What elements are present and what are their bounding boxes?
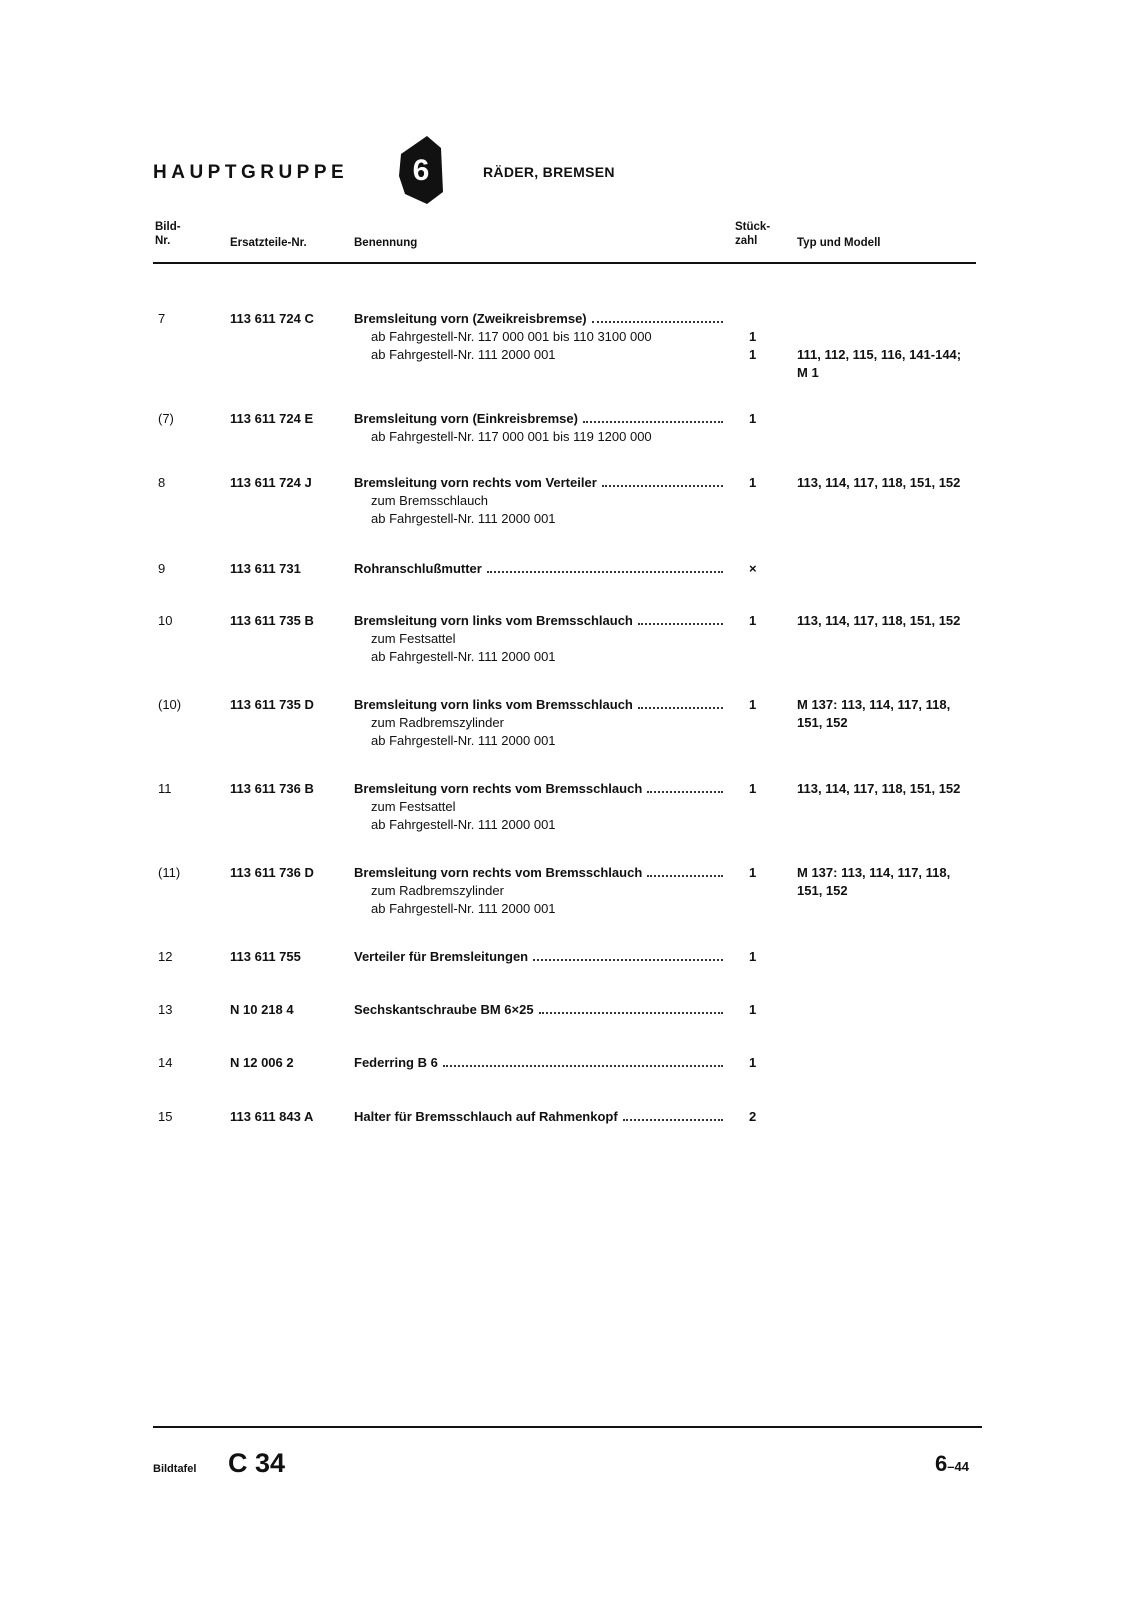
benennung (354, 864, 726, 918)
typ-modell (797, 780, 997, 798)
stueckzahl (749, 612, 769, 630)
benennung (354, 410, 726, 446)
ersatzteil-nr: 113 611 735 B (230, 613, 314, 628)
stueckzahl-value: 1 (749, 1055, 757, 1070)
stueckzahl (749, 560, 769, 578)
stueckzahl-value: 1 (749, 781, 757, 796)
col-stueck-line1: Stück- (735, 221, 771, 233)
group-number-badge (397, 136, 445, 204)
col-bild-line2: Nr. (155, 235, 171, 247)
col-ersatzteil-header: Ersatzteile-Nr. (230, 237, 307, 249)
benennung (354, 612, 726, 666)
group-name: RÄDER, BREMSEN (483, 164, 615, 180)
stueckzahl-value: 1 (749, 329, 757, 344)
benennung-text: Bremsleitung vorn links vom Bremsschlauch (354, 613, 633, 628)
bild-nr: (7) (158, 411, 174, 426)
main-group-title: HAUPTGRUPPE (153, 162, 349, 183)
benennung-text: Bremsleitung vorn links vom Bremsschlauch (354, 697, 633, 712)
col-stueckzahl-header (735, 220, 770, 248)
benennung-text: Bremsleitung vorn (Einkreisbremse) (354, 411, 578, 426)
benennung-subline: ab Fahrgestell-Nr. 111 2000 001 (371, 347, 556, 362)
benennung-subline: zum Festsattel (371, 631, 456, 646)
bild-nr: 9 (158, 561, 166, 576)
col-benennung-header: Benennung (354, 237, 418, 249)
page-sub: –44 (947, 1459, 969, 1474)
stueckzahl-value: 1 (749, 865, 757, 880)
benennung-subline: zum Radbremszylinder (371, 883, 504, 898)
ersatzteil-nr: 113 611 735 D (230, 697, 314, 712)
col-bild-header (155, 220, 181, 248)
stueckzahl-value: 1 (749, 411, 757, 426)
page-main: 6 (935, 1451, 948, 1476)
ersatzteil-nr: 113 611 843 A (230, 1109, 314, 1124)
benennung (354, 1001, 726, 1019)
benennung-subline: ab Fahrgestell-Nr. 111 2000 001 (371, 733, 556, 748)
benennung-subline: zum Radbremszylinder (371, 715, 504, 730)
dot-leader (592, 310, 723, 323)
typ-modell-line: M 137: 113, 114, 117, 118, (797, 697, 951, 712)
benennung (354, 474, 726, 528)
typ-modell-line: 113, 114, 117, 118, 151, 152 (797, 613, 961, 628)
benennung-line (354, 1054, 726, 1072)
benennung-text: Bremsleitung vorn rechts vom Verteiler (354, 475, 597, 490)
benennung-text: Rohranschlußmutter (354, 561, 482, 576)
benennung-text: Halter für Bremsschlauch auf Rahmenkopf (354, 1109, 618, 1124)
typ-modell (797, 310, 997, 382)
page-header (153, 134, 973, 206)
footer-plate-number: C 34 (228, 1448, 286, 1478)
dot-leader (602, 474, 723, 487)
stueckzahl-value: 2 (749, 1109, 757, 1124)
bild-nr: 10 (158, 613, 173, 628)
ersatzteil-nr: 113 611 724 J (230, 475, 312, 490)
ersatzteil-nr: 113 611 755 (230, 949, 301, 964)
stueckzahl (749, 864, 769, 882)
typ-modell (797, 612, 997, 630)
ersatzteil-nr: 113 611 736 D (230, 865, 314, 880)
benennung (354, 1054, 726, 1072)
dot-leader (647, 864, 723, 877)
benennung-line (354, 696, 726, 714)
bild-nr: 11 (158, 781, 172, 796)
benennung-text: Bremsleitung vorn rechts vom Bremsschlauch (354, 865, 643, 880)
benennung-subline: ab Fahrgestell-Nr. 111 2000 001 (371, 649, 556, 664)
benennung-text: Federring B 6 (354, 1055, 438, 1070)
typ-modell-line: 113, 114, 117, 118, 151, 152 (797, 475, 961, 490)
dot-leader (583, 410, 723, 423)
col-bild-line1: Bild- (155, 221, 181, 233)
bild-nr: (11) (158, 865, 181, 880)
benennung (354, 310, 726, 364)
stueckzahl (749, 1108, 769, 1126)
typ-modell-line: 151, 152 (797, 883, 848, 898)
typ-modell-line: M 1 (797, 365, 819, 380)
dot-leader (487, 560, 723, 573)
typ-modell-line (797, 310, 997, 328)
footer-page-number (935, 1451, 969, 1477)
typ-modell-line: M 137: 113, 114, 117, 118, (797, 865, 951, 880)
stueckzahl (749, 1054, 769, 1072)
benennung-line (354, 410, 726, 428)
benennung-line (354, 474, 726, 492)
ersatzteil-nr: N 10 218 4 (230, 1002, 294, 1017)
ersatzteil-nr: 113 611 724 E (230, 411, 314, 426)
stueckzahl-value: × (749, 561, 757, 576)
bild-nr: 8 (158, 475, 166, 490)
bild-nr: 15 (158, 1109, 173, 1124)
typ-modell-line: 111, 112, 115, 116, 141-144; (797, 347, 962, 362)
benennung-line (354, 1001, 726, 1019)
typ-modell-line (797, 328, 997, 346)
dot-leader (443, 1054, 723, 1067)
stueckzahl (749, 948, 769, 966)
benennung-subline: ab Fahrgestell-Nr. 117 000 001 bis 110 3100 000 (371, 329, 652, 344)
bild-nr: 14 (158, 1055, 173, 1070)
stueckzahl (749, 410, 769, 428)
benennung-text: Verteiler für Bremsleitungen (354, 949, 529, 964)
stueckzahl-value: 1 (749, 347, 757, 362)
benennung-line (354, 612, 726, 630)
benennung-subline: ab Fahrgestell-Nr. 111 2000 001 (371, 511, 556, 526)
dot-leader (533, 948, 723, 961)
header-rule (153, 262, 976, 264)
benennung-subline: ab Fahrgestell-Nr. 111 2000 001 (371, 817, 556, 832)
stueckzahl-value: 1 (749, 613, 757, 628)
footer-rule (153, 1426, 982, 1428)
ersatzteil-nr: N 12 006 2 (230, 1055, 294, 1070)
ersatzteil-nr: 113 611 724 C (230, 311, 314, 326)
stueckzahl (749, 696, 769, 714)
typ-modell (797, 696, 997, 732)
ersatzteil-nr: 113 611 736 B (230, 781, 314, 796)
typ-modell (797, 864, 997, 900)
benennung-subline: ab Fahrgestell-Nr. 111 2000 001 (371, 901, 556, 916)
bild-nr: 7 (158, 311, 166, 326)
footer-label: Bildtafel (153, 1463, 197, 1475)
dot-leader (539, 1001, 723, 1014)
bild-nr: 12 (158, 949, 173, 964)
stueckzahl (749, 780, 769, 798)
benennung (354, 560, 726, 578)
dot-leader (638, 612, 723, 625)
stueckzahl-value: 1 (749, 697, 757, 712)
stueckzahl-value (749, 310, 769, 328)
benennung (354, 696, 726, 750)
stueckzahl (749, 1001, 769, 1019)
stueckzahl (749, 310, 769, 364)
stueckzahl (749, 474, 769, 492)
benennung-text: Sechskantschraube BM 6×25 (354, 1002, 534, 1017)
typ-modell-line: 113, 114, 117, 118, 151, 152 (797, 781, 961, 796)
stueckzahl-value: 1 (749, 1002, 757, 1017)
benennung-line (354, 560, 726, 578)
bild-nr: 13 (158, 1002, 173, 1017)
ersatzteil-nr: 113 611 731 (230, 561, 301, 576)
dot-leader (623, 1108, 723, 1121)
col-typ-header: Typ und Modell (797, 237, 881, 249)
benennung-line (354, 780, 726, 798)
benennung-text: Bremsleitung vorn rechts vom Bremsschlauch (354, 781, 643, 796)
benennung-line (354, 1108, 726, 1126)
col-stueck-line2: zahl (735, 235, 758, 247)
typ-modell-line: 151, 152 (797, 715, 848, 730)
dot-leader (647, 780, 723, 793)
benennung (354, 948, 726, 966)
stueckzahl-value: 1 (749, 475, 757, 490)
benennung-line (354, 310, 726, 328)
benennung-text: Bremsleitung vorn (Zweikreisbremse) (354, 311, 587, 326)
typ-modell (797, 474, 997, 492)
benennung-subline: zum Festsattel (371, 799, 456, 814)
benennung (354, 1108, 726, 1126)
benennung-line (354, 864, 726, 882)
benennung (354, 780, 726, 834)
group-number: 6 (412, 154, 430, 187)
dot-leader (638, 696, 723, 709)
benennung-subline: zum Bremsschlauch (371, 493, 489, 508)
stueckzahl-value: 1 (749, 949, 757, 964)
bild-nr: (10) (158, 697, 182, 712)
benennung-line (354, 948, 726, 966)
benennung-subline: ab Fahrgestell-Nr. 117 000 001 bis 119 1200 000 (371, 429, 652, 444)
